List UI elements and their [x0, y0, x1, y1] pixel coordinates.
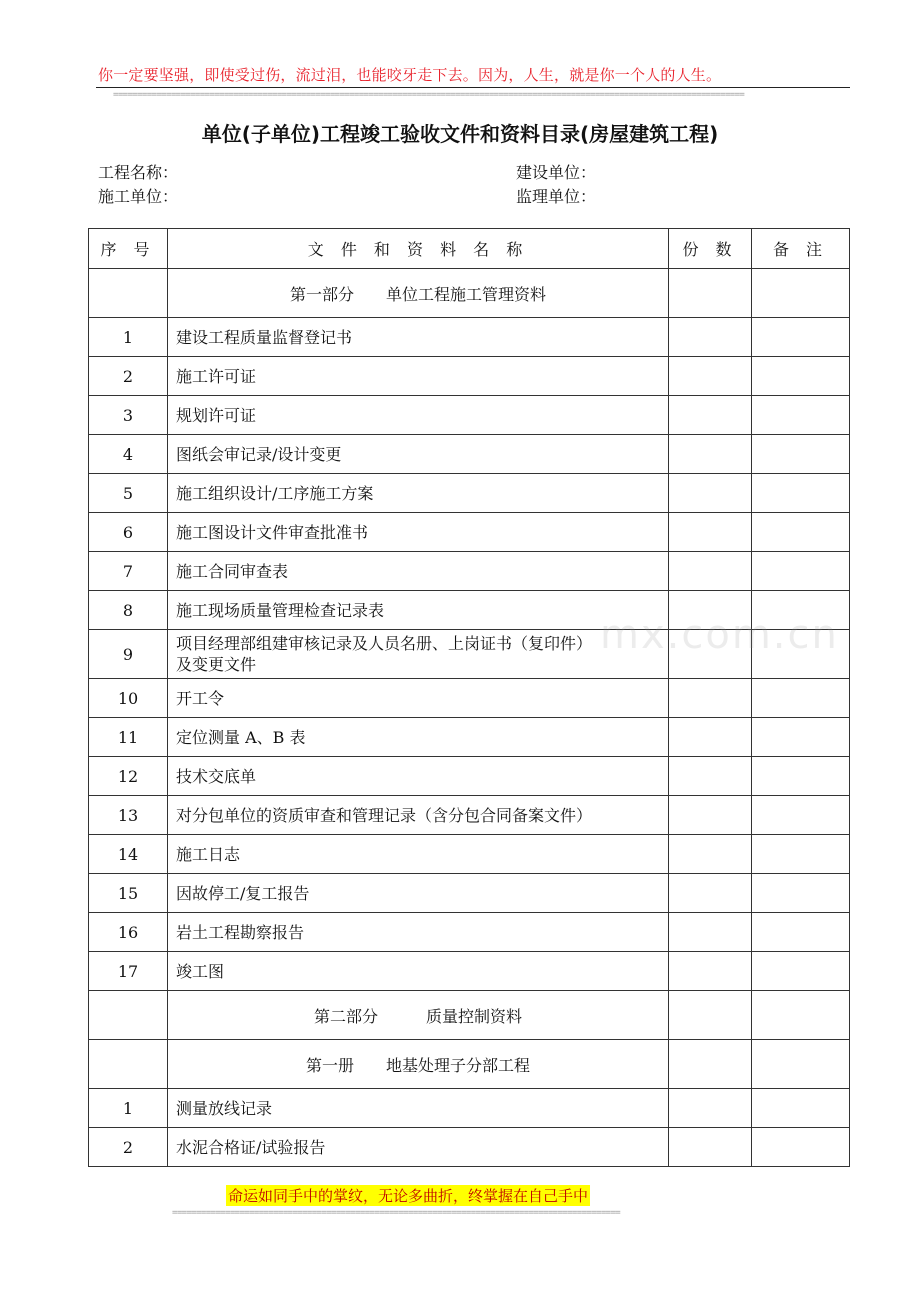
table-row [89, 757, 850, 796]
table-row [89, 552, 850, 591]
row-no: 2 [89, 1128, 168, 1167]
table-row [89, 630, 850, 679]
table-row [89, 357, 850, 396]
row-name: 施工组织设计/工序施工方案 [168, 474, 669, 513]
row-name: 技术交底单 [168, 757, 669, 796]
copies-cell [669, 679, 752, 718]
copies-cell [669, 874, 752, 913]
copies-cell [669, 357, 752, 396]
remarks-cell [752, 718, 850, 757]
copies-cell [669, 474, 752, 513]
section-no-cell [89, 269, 168, 318]
row-no: 13 [89, 796, 168, 835]
remarks-cell [752, 952, 850, 991]
row-name-line2: 及变更文件 [176, 655, 257, 674]
copies-cell [669, 630, 752, 679]
section-row-part2 [89, 991, 850, 1040]
section-title-part2: 第二部分 质量控制资料 [168, 991, 669, 1040]
row-name: 因故停工/复工报告 [168, 874, 669, 913]
row-name: 施工日志 [168, 835, 669, 874]
remarks-cell [752, 357, 850, 396]
subsection-row-volume1 [89, 1040, 850, 1089]
header-copies: 份 数 [669, 229, 752, 269]
remarks-cell [752, 318, 850, 357]
copies-cell [669, 991, 752, 1040]
header-remarks: 备 注 [752, 229, 850, 269]
table-row [89, 718, 850, 757]
remarks-cell [752, 1040, 850, 1089]
section-title-part1: 第一部分 单位工程施工管理资料 [168, 269, 669, 318]
row-no: 2 [89, 357, 168, 396]
section-no-cell [89, 1040, 168, 1089]
row-name: 建设工程质量监督登记书 [168, 318, 669, 357]
header-no: 序 号 [89, 229, 168, 269]
copies-cell [669, 318, 752, 357]
table-row [89, 435, 850, 474]
catalog-table [88, 228, 850, 1167]
row-no: 16 [89, 913, 168, 952]
table-header-row [89, 229, 850, 269]
row-name [168, 630, 669, 679]
copies-cell [669, 718, 752, 757]
row-name: 对分包单位的资质审查和管理记录（含分包合同备案文件） [168, 796, 669, 835]
row-name: 施工现场质量管理检查记录表 [168, 591, 669, 630]
remarks-cell [752, 269, 850, 318]
copies-cell [669, 835, 752, 874]
remarks-cell [752, 1128, 850, 1167]
row-name: 竣工图 [168, 952, 669, 991]
remarks-cell [752, 679, 850, 718]
table-row [89, 1089, 850, 1128]
copies-cell [669, 513, 752, 552]
remarks-cell [752, 1089, 850, 1128]
document-title: 单位(子单位)工程竣工验收文件和资料目录(房屋建筑工程) [201, 122, 719, 146]
subsection-title-volume1: 第一册 地基处理子分部工程 [168, 1040, 669, 1089]
row-name: 水泥合格证/试验报告 [168, 1128, 669, 1167]
table-row [89, 513, 850, 552]
row-no: 12 [89, 757, 168, 796]
contractor-label: 施工单位： [98, 187, 179, 206]
remarks-cell [752, 835, 850, 874]
copies-cell [669, 757, 752, 796]
table-row [89, 591, 850, 630]
row-no: 1 [89, 318, 168, 357]
header-name: 文 件 和 资 料 名 称 [168, 229, 669, 269]
table-row [89, 1128, 850, 1167]
copies-cell [669, 552, 752, 591]
row-name: 测量放线记录 [168, 1089, 669, 1128]
copies-cell [669, 269, 752, 318]
remarks-cell [752, 552, 850, 591]
table-row [89, 396, 850, 435]
row-name: 施工许可证 [168, 357, 669, 396]
header-rule: =================================================================================================================================== [113, 90, 745, 100]
header-divider [96, 87, 850, 88]
project-name-label: 工程名称： [98, 163, 179, 182]
remarks-cell [752, 757, 850, 796]
row-no: 1 [89, 1089, 168, 1128]
row-no: 6 [89, 513, 168, 552]
row-name: 施工图设计文件审查批准书 [168, 513, 669, 552]
remarks-cell [752, 435, 850, 474]
section-no-cell [89, 991, 168, 1040]
table-row [89, 796, 850, 835]
row-no: 15 [89, 874, 168, 913]
table-row [89, 318, 850, 357]
copies-cell [669, 396, 752, 435]
copies-cell [669, 591, 752, 630]
remarks-cell [752, 513, 850, 552]
copies-cell [669, 1040, 752, 1089]
table-row [89, 474, 850, 513]
row-no: 3 [89, 396, 168, 435]
row-name: 岩土工程勘察报告 [168, 913, 669, 952]
row-no: 4 [89, 435, 168, 474]
copies-cell [669, 1128, 752, 1167]
row-name: 开工令 [168, 679, 669, 718]
table-row [89, 679, 850, 718]
row-no: 14 [89, 835, 168, 874]
builder-label: 建设单位： [516, 163, 597, 182]
remarks-cell [752, 591, 850, 630]
row-name-line1: 项目经理部组建审核记录及人员名册、上岗证书（复印件） [176, 634, 593, 653]
row-no: 17 [89, 952, 168, 991]
row-no: 7 [89, 552, 168, 591]
remarks-cell [752, 913, 850, 952]
copies-cell [669, 796, 752, 835]
row-name: 规划许可证 [168, 396, 669, 435]
row-name: 定位测量 A、B 表 [168, 718, 669, 757]
remarks-cell [752, 474, 850, 513]
copies-cell [669, 1089, 752, 1128]
remarks-cell [752, 796, 850, 835]
copies-cell [669, 435, 752, 474]
section-row-part1 [89, 269, 850, 318]
row-name: 图纸会审记录/设计变更 [168, 435, 669, 474]
remarks-cell [752, 991, 850, 1040]
row-no: 9 [89, 630, 168, 679]
copies-cell [669, 952, 752, 991]
copies-cell [669, 913, 752, 952]
table-row [89, 874, 850, 913]
remarks-cell [752, 396, 850, 435]
table-row [89, 835, 850, 874]
table-row [89, 913, 850, 952]
footer-rule: ============================================================================================= [172, 1208, 621, 1218]
row-no: 10 [89, 679, 168, 718]
row-no: 8 [89, 591, 168, 630]
row-name: 施工合同审查表 [168, 552, 669, 591]
row-no: 5 [89, 474, 168, 513]
footer-quote: 命运如同手中的掌纹，无论多曲折，终掌握在自己手中 [228, 1187, 589, 1205]
remarks-cell [752, 874, 850, 913]
remarks-cell [752, 630, 850, 679]
header-quote: 你一定要坚强，即使受过伤，流过泪，也能咬牙走下去。因为，人生，就是你一个人的人生。 [98, 66, 722, 84]
watermark: mx.com.cn [600, 612, 839, 658]
supervisor-label: 监理单位： [516, 187, 597, 206]
row-no: 11 [89, 718, 168, 757]
table-row [89, 952, 850, 991]
